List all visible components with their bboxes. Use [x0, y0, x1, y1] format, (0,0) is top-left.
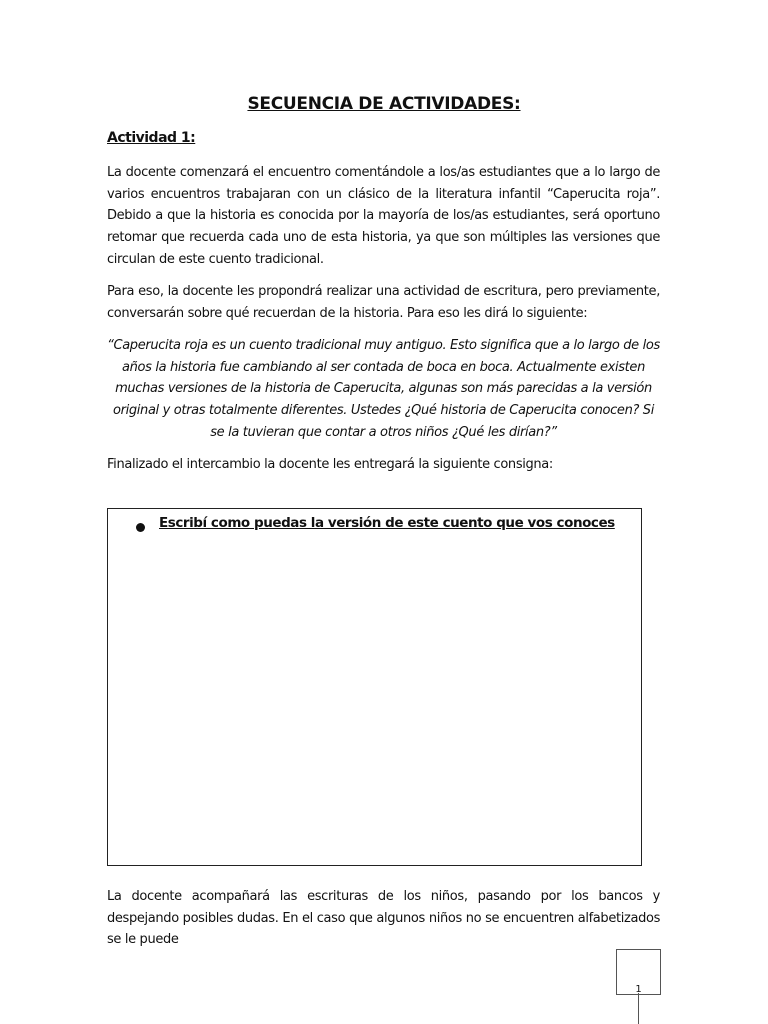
preparation-paragraph: Para eso, la docente les propondrá realizar una actividad de escritura, pero previamente, conversarán sobre qué recuerdan de la historia. Para eso les dirá lo siguiente: [107, 284, 660, 321]
teacher-quote: “Caperucita roja es un cuento tradicional muy antiguo. Esto significa que a lo largo de los años la historia fue cambiando al ser contada de boca en boca. Actualmente existen muchas versiones de la historia de Caperucita, algunas son más parecidas a la versión original y otras totalmente diferentes. Ustedes ¿Qué historia de Caperucita conocen? Si se la tuvieran que contar a otros niños ¿Qué les dirían?” [107, 338, 660, 440]
page-title: SECUENCIA DE ACTIVIDADES: [247, 94, 521, 114]
after-exchange-paragraph: Finalizado el intercambio la docente les entregará la siguiente consigna: [107, 457, 553, 472]
activity-heading: Actividad 1: [107, 130, 196, 146]
followup-paragraph: La docente acompañará las escrituras de los niños, pasando por los bancos y despejando posibles dudas. En el caso que algunos niños no se encuentren alfabetizados se le puede [107, 889, 660, 948]
intro-paragraph: La docente comenzará el encuentro comentándole a los/as estudiantes que a lo largo de varios encuentros trabajaran con un clásico de la literatura infantil “Caperucita roja”. Debido a que la historia es conocida por la mayoría de los/as estudiantes, será oportuno retomar que recuerda cada uno de esta historia, ya que son múltiples las versiones que circulan de este cuento tradicional. [107, 165, 660, 267]
task-instruction: Escribí como puedas la versión de este cuento que vos conoces [159, 515, 615, 531]
task-box [107, 508, 642, 866]
page-number: 1 [635, 984, 642, 995]
page-number-line [638, 993, 639, 1024]
bullet-icon [136, 523, 145, 532]
